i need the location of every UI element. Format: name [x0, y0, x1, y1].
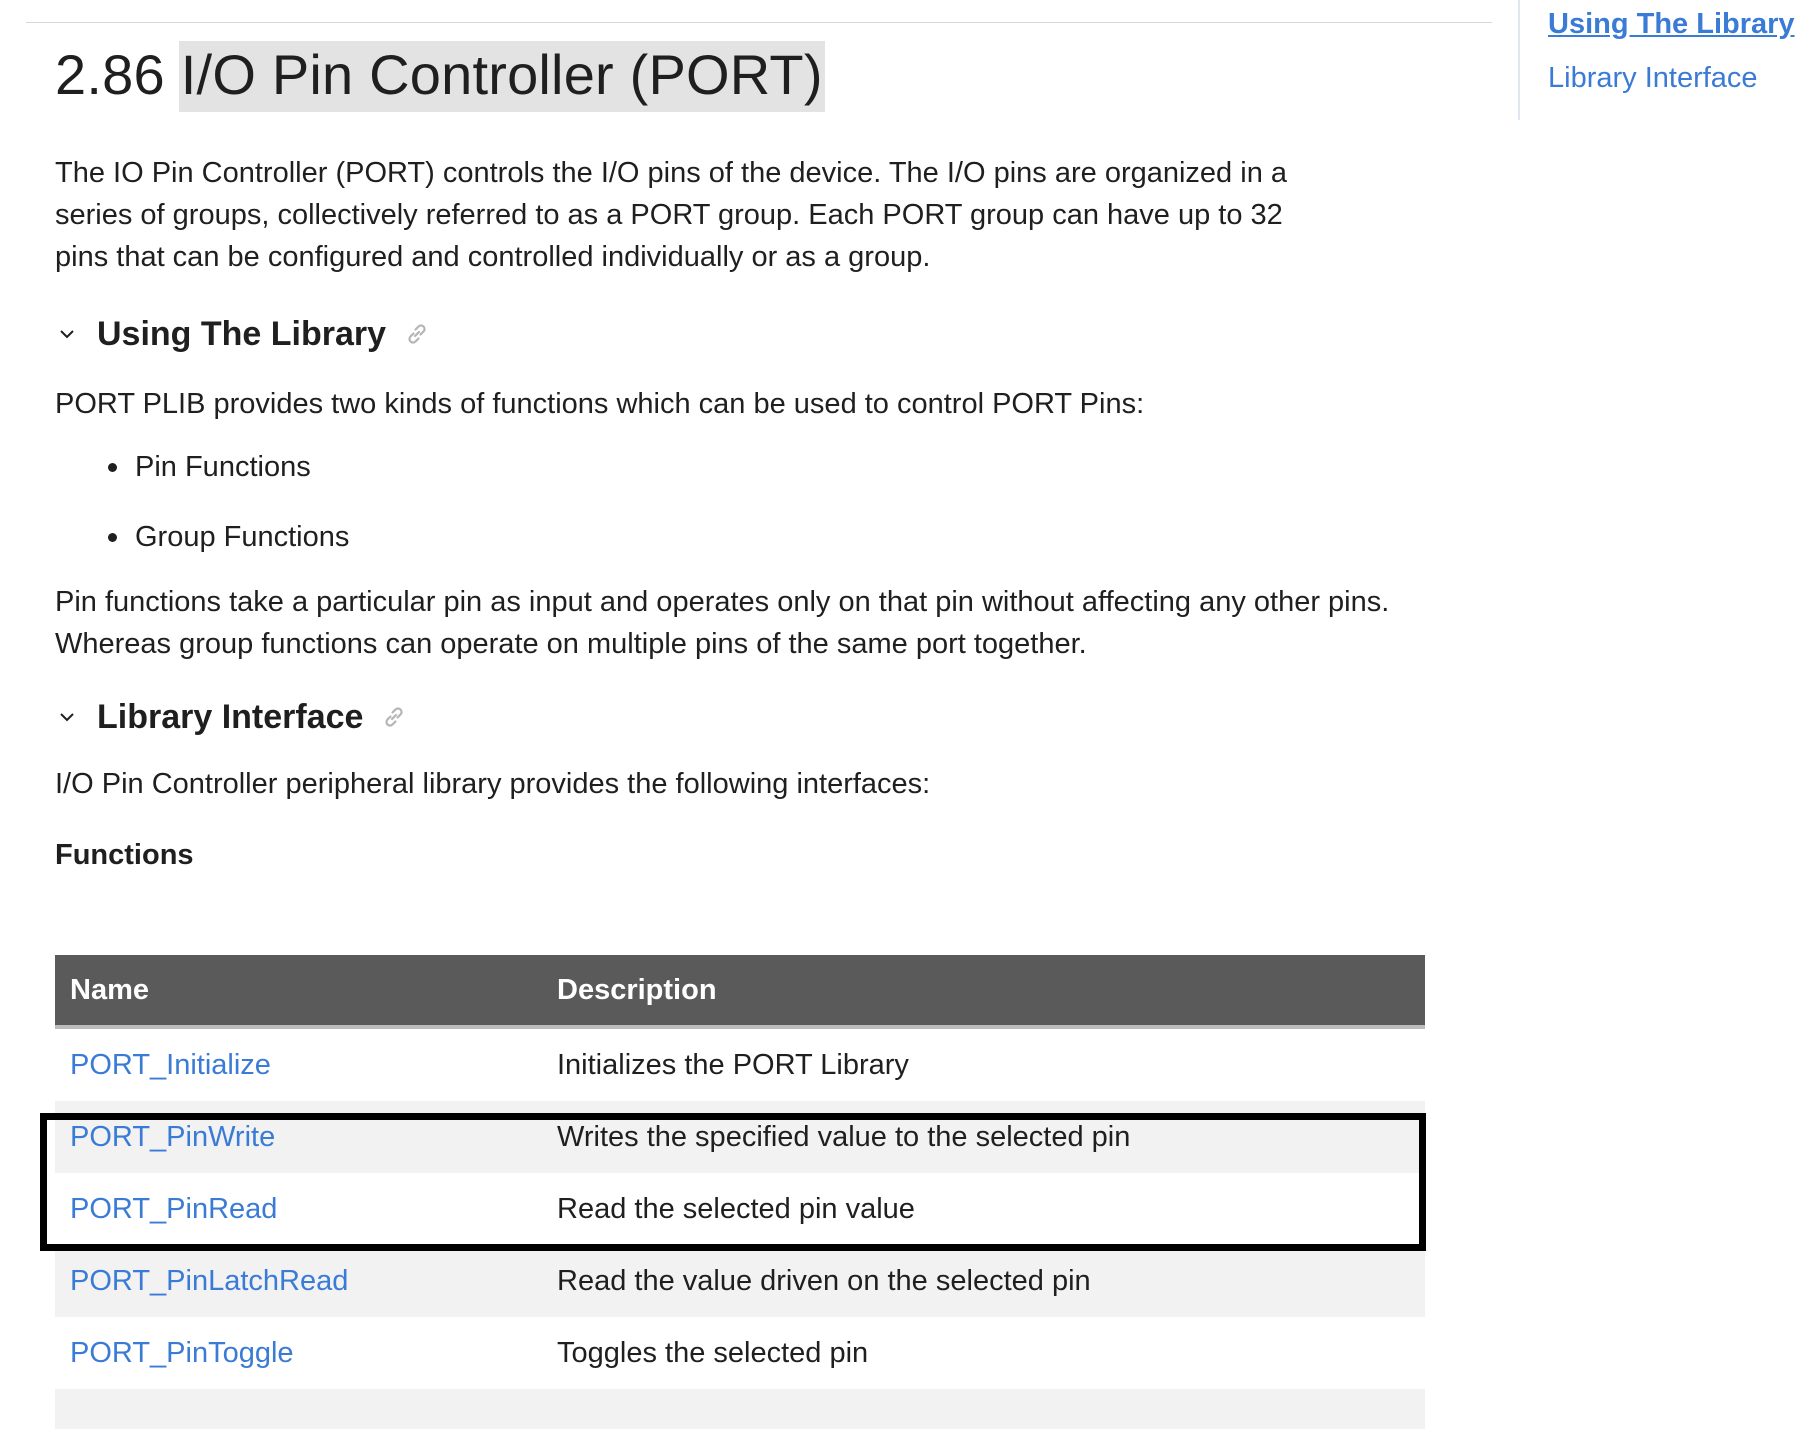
intro-paragraph: The IO Pin Controller (PORT) controls the I/O pins of the device. The I/O pins are organized in a series of groups, collectively referred to as a PORT group. Each PORT group can have up to 32 pins that can be configured and controlled individually or as a group. [55, 157, 1288, 273]
function-name-cell [55, 1245, 542, 1317]
bullet-dot [108, 533, 117, 542]
functions-label: Functions [55, 839, 194, 871]
function-description [542, 1389, 1425, 1429]
function-name-cell [55, 1317, 542, 1389]
function-name-cell [55, 1173, 542, 1245]
using-lead: PORT PLIB provides two kinds of functions which can be used to control PORT Pins: [55, 388, 1145, 420]
table-row-partial [55, 1389, 1425, 1429]
chevron-down-icon[interactable] [55, 705, 79, 729]
function-link[interactable]: PORT_Initialize [70, 1048, 271, 1081]
section-using-library[interactable] [55, 310, 1435, 358]
section-heading: Library Interface [97, 697, 364, 736]
list-item-text: Group Functions [135, 521, 350, 553]
function-description: Read the value driven on the selected pin [542, 1245, 1425, 1317]
function-name-cell [55, 1101, 542, 1173]
function-link[interactable]: PORT_PinLatchRead [70, 1264, 349, 1297]
function-description: Writes the specified value to the selected pin [542, 1101, 1425, 1173]
toc-sidebar [1518, 0, 1795, 120]
function-description: Initializes the PORT Library [557, 1048, 909, 1081]
section-heading: Using The Library [97, 314, 387, 353]
toc-item-library-interface[interactable]: Library Interface [1548, 62, 1758, 94]
functions-table [55, 955, 1425, 1429]
link-icon[interactable] [404, 320, 432, 348]
table-row [55, 1027, 1425, 1101]
function-name-cell [55, 1389, 542, 1429]
chevron-down-icon[interactable] [55, 322, 79, 346]
function-description: Toggles the selected pin [557, 1336, 869, 1369]
header-name: Name [55, 955, 542, 1027]
top-divider [26, 22, 1492, 23]
table-header-row [55, 955, 1425, 1027]
function-link[interactable]: PORT_PinToggle [70, 1336, 294, 1369]
table-row [55, 1173, 1425, 1245]
page-title [55, 38, 1435, 112]
table-row [55, 1101, 1425, 1173]
bullet-dot [108, 463, 117, 472]
table-row [55, 1245, 1425, 1317]
function-link[interactable]: PORT_PinWrite [70, 1120, 276, 1153]
main-content [55, 38, 1435, 1429]
link-icon[interactable] [381, 703, 409, 731]
title-number: 2.86 [55, 43, 165, 106]
header-description: Description [542, 955, 1425, 1027]
using-outro: Pin functions take a particular pin as input and operates only on that pin without affecting any other pins. Whereas group functions can operate on multiple pins of the same port together. [55, 586, 1390, 660]
title-text: I/O Pin Controller (PORT) [179, 41, 825, 112]
toc-item-using-library[interactable]: Using The Library [1548, 8, 1795, 40]
function-name-cell [55, 1027, 542, 1101]
table-row [55, 1317, 1425, 1389]
function-link[interactable]: PORT_PinRead [70, 1192, 278, 1225]
interface-lead: I/O Pin Controller peripheral library provides the following interfaces: [55, 768, 931, 800]
list-item [55, 517, 1435, 557]
function-kinds-list [55, 447, 1435, 557]
list-item [55, 447, 1435, 487]
section-library-interface[interactable] [55, 693, 1435, 741]
function-description: Read the selected pin value [557, 1192, 915, 1225]
list-item-text: Pin Functions [135, 451, 311, 483]
